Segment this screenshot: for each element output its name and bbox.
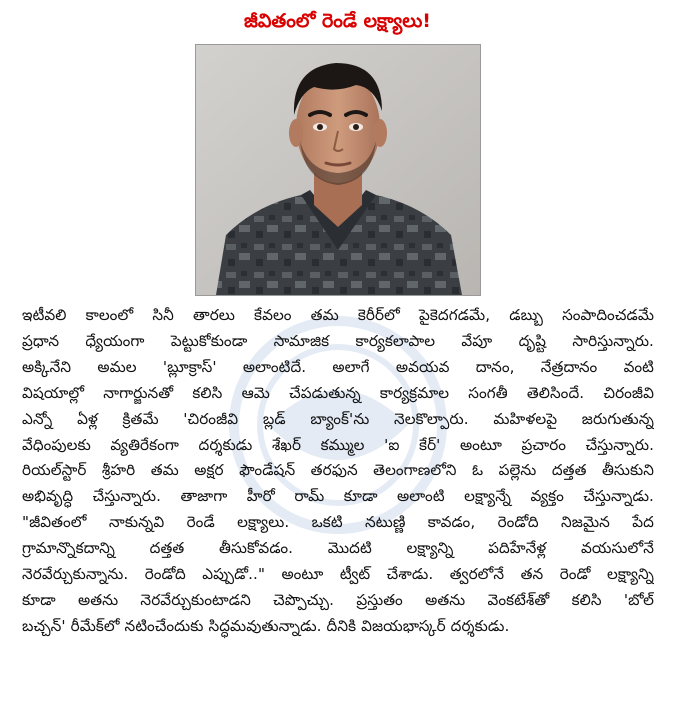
article-line: "జీవితంలో నాకున్నవి రెండే లక్ష్యాలు. ఒకటి నటుణ్ణి కావడం, రెండోది నిజమైన పేద <box>22 513 654 532</box>
article-line: విషయాల్లో నాగార్జునతో కలిసి ఆమె చేపడుతున్న కార్యక్రమాల సంగతీ తెలిసిందే. చిరంజీవి <box>22 383 654 402</box>
article-line: కూడా అతను నెరవేర్చుకుంటాడని చెప్పొచ్చు. ప్రస్తుతం అతను వెంకటేశ్‌తో కలిసి 'బోల్ <box>22 590 654 609</box>
article-line: ఎన్నో ఏళ్ల క్రితమే 'చిరంజీవి బ్లడ్ బ్యాంక్'ను నెలకొల్పారు. మహిళలపై జరుగుతున్న <box>22 409 654 428</box>
article-line: నెరవేర్చుకున్నాను. రెండోది ఎప్పుడో.." అంటూ ట్వీట్ చేశాడు. త్వరలోనే తన రెండో లక్ష్యాన్ని <box>22 565 654 584</box>
article-line: వేధింపులకు వ్యతిరేకంగా దర్శకుడు శేఖర్ కమ్ముల 'ఐ కేర్' అంటూ ప్రచారం చేస్తున్నారు. <box>22 435 654 454</box>
article-line: బచ్చన్' రీమేక్‌లో నటించేందుకు సిద్ధమవుతున్నాడు. దీనికి విజయభాస్కర్ దర్శకుడు. <box>22 616 510 635</box>
article-photo <box>195 44 481 296</box>
article-line: అక్కినేని అమల 'బ్లూక్రాస్' అలాంటిదే. అలాగే అవయవ దానం, నేత్రదానం వంటి <box>22 357 654 376</box>
article-body <box>22 303 654 640</box>
article-headline: జీవితంలో రెండే లక్ష్యాలు! <box>244 10 431 32</box>
article-line: ఇటీవలి కాలంలో సినీ తారలు కేవలం తమ కెరీర్‌లో పైకెదగడమే, డబ్బు సంపాదించడమే <box>22 306 654 324</box>
article-line: గ్రామాన్నొకదాన్ని దత్తత తీసుకోవడం. మొదటి లక్ష్యాన్ని పదిహేనేళ్ల వయసులోనే <box>22 539 654 558</box>
portrait-illustration <box>196 45 480 295</box>
article-line: ప్రధాన ధ్యేయంగా పెట్టుకోకుండా సామాజిక కార్యకలాపాల వేపూ దృష్టి సారిస్తున్నారు. <box>22 331 654 350</box>
article-line: రియల్‌స్టార్ శ్రీహరి తమ అక్షర ఫౌండేషన్ తరఫున తెలంగాణలోని ఓ పల్లెను దత్తత తీసుకుని <box>22 461 654 480</box>
article-line: అభివృద్ధి చేస్తున్నారు. తాజాగా హీరో రామ్ కూడా అలాంటి లక్ష్యాన్నే వ్యక్తం చేస్తున్నాడు. <box>22 487 654 506</box>
